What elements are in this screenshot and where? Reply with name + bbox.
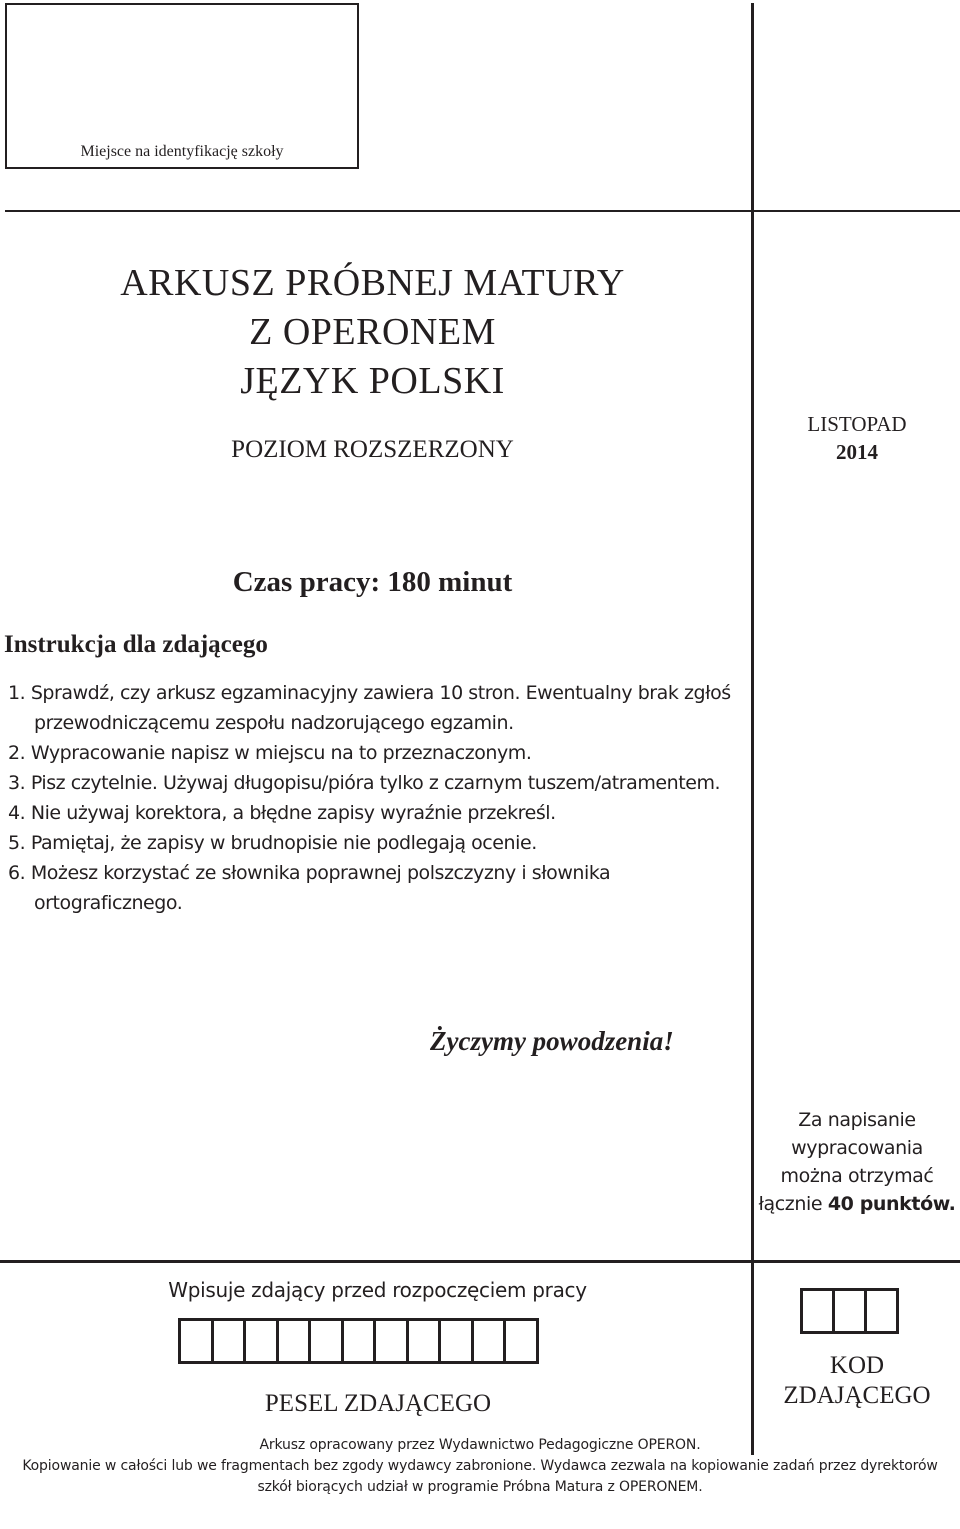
pesel-digit-box[interactable] <box>308 1318 344 1364</box>
pesel-digit-box[interactable] <box>471 1318 507 1364</box>
pesel-digit-box[interactable] <box>373 1318 409 1364</box>
pesel-digit-box[interactable] <box>243 1318 279 1364</box>
pesel-input-boxes[interactable] <box>178 1318 539 1364</box>
school-identification-box[interactable] <box>5 3 359 169</box>
publisher-footer <box>0 1435 960 1498</box>
instructions-heading: Instrukcja dla zdającego <box>4 631 268 658</box>
pesel-digit-box[interactable] <box>178 1318 214 1364</box>
exam-duration: Czas pracy: 180 minut <box>232 566 513 598</box>
good-luck-message: Życzymy powodzenia! <box>430 1026 674 1056</box>
instruction-item: 2. Wypracowanie napisz w miejscu na to przeznaczonym. <box>8 742 532 764</box>
points-line-4 <box>754 1190 960 1218</box>
points-line-1: Za napisanie <box>798 1109 916 1131</box>
instruction-item: 6. Możesz korzystać ze słownika poprawnej polszczyzny i słownika ortograficznego. <box>8 862 611 914</box>
pesel-label: PESEL ZDAJĄCEGO <box>264 1390 492 1417</box>
instruction-item: 1. Sprawdź, czy arkusz egzaminacyjny zawiera 10 stron. Ewentualny brak zgłoś przewodniczącemu zespołu nadzorującego egzamin. <box>8 682 731 734</box>
pesel-digit-box[interactable] <box>503 1318 539 1364</box>
pesel-digit-box[interactable] <box>341 1318 377 1364</box>
top-horizontal-rule <box>5 210 960 212</box>
candidate-code-label <box>754 1351 960 1411</box>
exam-title-line-1: ARKUSZ PRÓBNEJ MATURY <box>120 262 625 304</box>
instruction-item: 4. Nie używaj korektora, a błędne zapisy wyraźnie przekreśl. <box>8 802 556 824</box>
vertical-divider <box>751 3 754 1455</box>
exam-title-line-2: Z OPERONEM <box>249 311 496 353</box>
exam-year: 2014 <box>836 440 878 464</box>
points-info <box>754 1106 960 1218</box>
points-line-2: wypracowania <box>791 1137 923 1159</box>
candidate-code-digit-box[interactable] <box>832 1288 867 1334</box>
instructions-list <box>8 678 740 918</box>
pesel-digit-box[interactable] <box>438 1318 474 1364</box>
candidate-code-digit-box[interactable] <box>800 1288 835 1334</box>
pesel-digit-box[interactable] <box>276 1318 312 1364</box>
points-prefix: łącznie <box>758 1193 823 1215</box>
footer-line-2: Kopiowanie w całości lub we fragmentach bez zgody wydawcy zabronione. Wydawca zezwala na kopiowanie zadań przez dyrektorów <box>22 1458 938 1474</box>
pesel-digit-box[interactable] <box>211 1318 247 1364</box>
bottom-horizontal-rule <box>0 1260 960 1263</box>
candidate-code-input-boxes[interactable] <box>800 1288 899 1334</box>
candidate-code-label-line-1: KOD <box>829 1352 885 1379</box>
exam-month: LISTOPAD <box>807 412 907 436</box>
pesel-digit-box[interactable] <box>406 1318 442 1364</box>
candidate-code-label-line-2: ZDAJĄCEGO <box>783 1382 931 1409</box>
school-identification-label: Miejsce na identyfikację szkoły <box>80 143 284 160</box>
exam-level: POZIOM ROZSZERZONY <box>231 436 514 463</box>
footer-line-1: Arkusz opracowany przez Wydawnictwo Pedagogiczne OPERON. <box>259 1437 701 1453</box>
instruction-item: 5. Pamiętaj, że zapisy w brudnopisie nie podlegają ocenie. <box>8 832 537 854</box>
footer-line-3: szkół biorących udział w programie Próbna Matura z OPERONEM. <box>257 1479 703 1495</box>
instruction-item: 3. Pisz czytelnie. Używaj długopisu/pióra tylko z czarnym tuszem/atramentem. <box>8 772 721 794</box>
points-value: 40 punktów. <box>827 1193 956 1215</box>
candidate-fill-label: Wpisuje zdający przed rozpoczęciem pracy <box>168 1278 587 1302</box>
candidate-code-digit-box[interactable] <box>864 1288 899 1334</box>
exam-title-line-3: JĘZYK POLSKI <box>240 360 505 402</box>
points-line-3: można otrzymać <box>780 1165 934 1187</box>
